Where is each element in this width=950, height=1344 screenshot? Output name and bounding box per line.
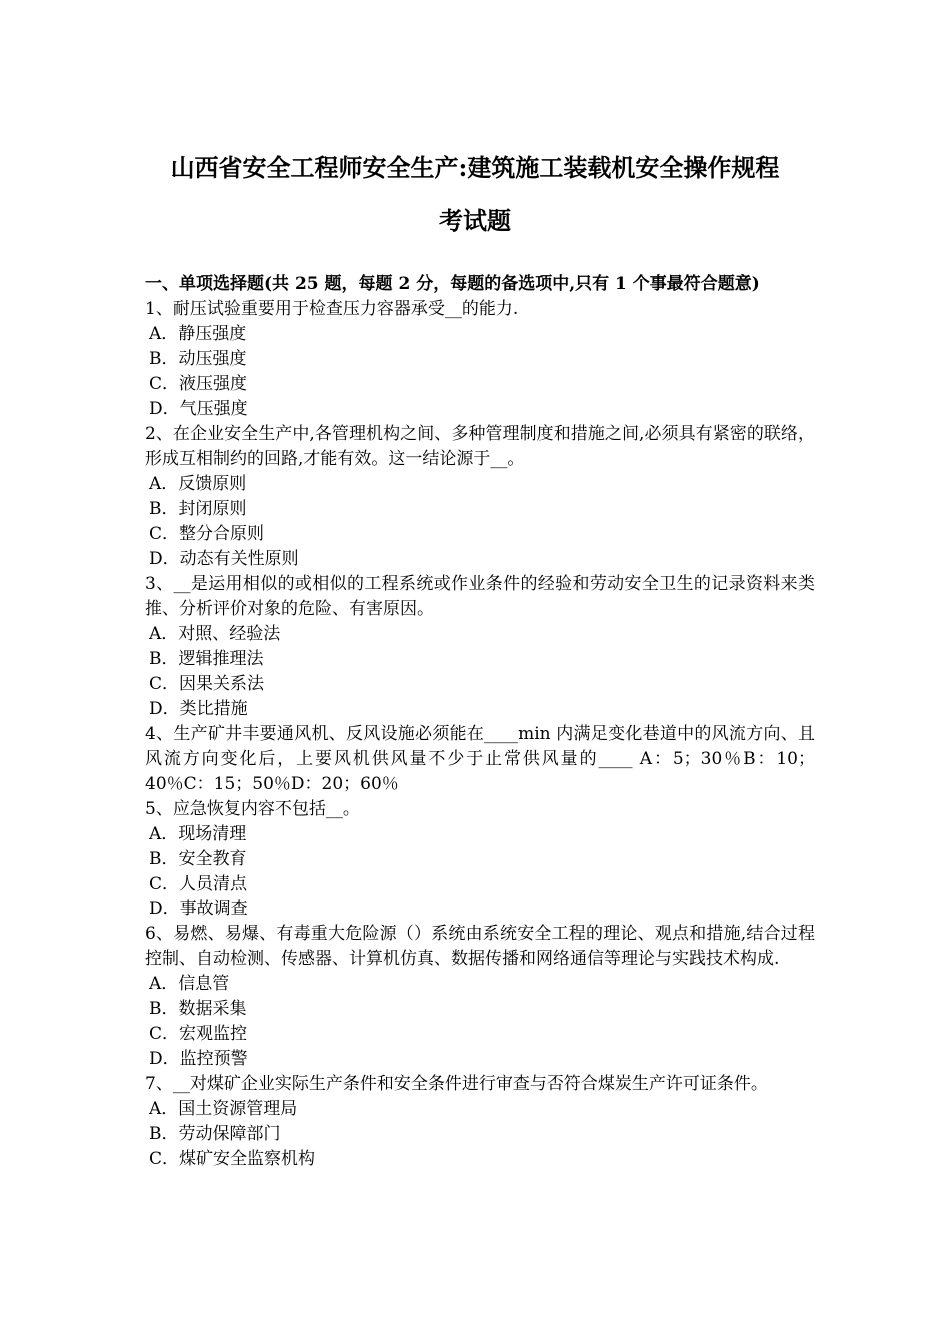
document-title-line-1: 山西省安全工程师安全生产:建筑施工装载机安全操作规程 <box>170 153 780 182</box>
question-5-option-a: A．现场清理 <box>149 824 247 844</box>
question-3-option-d: D．类比措施 <box>149 699 248 719</box>
question-5: 5、应急恢复内容不包括__。 <box>145 799 360 819</box>
question-3-option-c: C．因果关系法 <box>149 674 265 694</box>
question-3-option-a: A．对照、经验法 <box>149 624 281 644</box>
question-6-option-c: C．宏观监控 <box>149 1024 248 1044</box>
question-6-option-b: B．数据采集 <box>149 999 247 1019</box>
section-heading: 一、单项选择题(共 25 题，每题 2 分，每题的备选项中,只有 1 个事最符合题意) <box>145 274 760 294</box>
question-5-option-d: D．事故调查 <box>149 899 248 919</box>
question-7: 7、__对煤矿企业实际生产条件和安全条件进行审查与否符合煤炭生产许可证条件。 <box>145 1074 768 1094</box>
question-4: 4、生产矿井丰要通风机、反风设施必须能在____min 内满足变化巷道中的风流方向、且风流方向变化后，上要风机供风量不少于止常供风量的____ A：5；30％B：10；40％C：15；50％D：20；60％ <box>145 724 815 794</box>
question-6: 6、易燃、易爆、有毒重大危险源（）系统由系统安全工程的理论、观点和措施,结合过程控制、自动检测、传感器、计算机仿真、数据传播和网络通信等理论与实践技术构成. <box>145 924 815 969</box>
question-2-option-d: D．动态有关性原则 <box>149 549 299 569</box>
question-5-option-c: C．人员清点 <box>149 874 248 894</box>
question-7-option-a: A．国土资源管理局 <box>149 1099 298 1119</box>
question-6-option-a: A．信息管 <box>149 974 230 994</box>
question-1: 1、耐压试验重要用于检查压力容器承受__的能力. <box>145 299 519 319</box>
document-body <box>145 272 815 1172</box>
question-6-option-d: D．监控预警 <box>149 1049 248 1069</box>
question-1-option-b: B．动压强度 <box>149 349 247 369</box>
question-7-option-b: B．劳动保障部门 <box>149 1124 281 1144</box>
question-7-option-c: C．煤矿安全监察机构 <box>149 1149 316 1169</box>
question-2-option-b: B．封闭原则 <box>149 499 247 519</box>
question-2: 2、在企业安全生产中,各管理机构之间、多种管理制度和措施之间,必须具有紧密的联络，形成互相制约的回路,才能有效。这一结论源于__。 <box>145 424 815 469</box>
question-5-option-b: B．安全教育 <box>149 849 247 869</box>
document-title-line-2: 考试题 <box>439 206 511 235</box>
question-2-option-a: A．反馈原则 <box>149 474 247 494</box>
question-2-option-c: C．整分合原则 <box>149 524 265 544</box>
question-1-option-a: A．静压强度 <box>149 324 247 344</box>
question-1-option-d: D．气压强度 <box>149 399 248 419</box>
question-3: 3、__是运用相似的或相似的工程系统或作业条件的经验和劳动安全卫生的记录资料来类推、分析评价对象的危险、有害原因。 <box>145 574 815 619</box>
question-1-option-c: C．液压强度 <box>149 374 248 394</box>
question-3-option-b: B．逻辑推理法 <box>149 649 264 669</box>
